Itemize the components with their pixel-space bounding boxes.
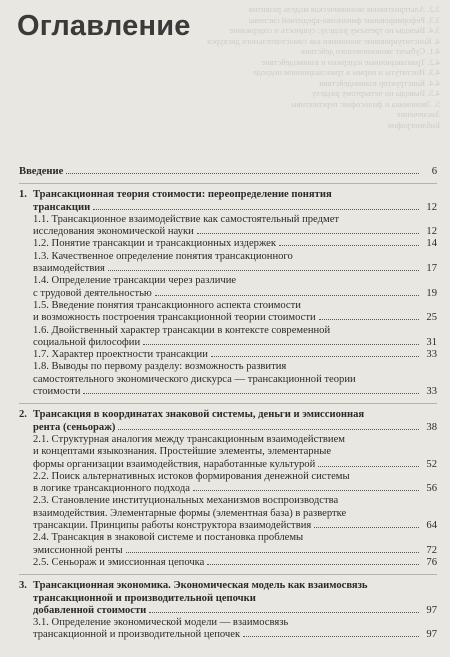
toc-subsection[interactable] bbox=[19, 361, 437, 398]
toc-subsection[interactable] bbox=[19, 300, 437, 325]
toc-line-text: эмиссионной ренты bbox=[33, 544, 123, 556]
toc-line-text: трансакции. Принципы работы конструктора взаимодействия bbox=[33, 520, 312, 532]
dot-leader bbox=[319, 319, 419, 320]
dot-leader bbox=[149, 612, 419, 613]
toc-line-text: Трансакционная экономика. Экономическая модель как взаимосвязь bbox=[33, 580, 368, 592]
dot-leader bbox=[193, 490, 419, 491]
reverse-page-line: 4.5. Выводы по четвертому разделу bbox=[311, 88, 440, 98]
toc-subsection[interactable] bbox=[19, 617, 437, 642]
toc-line-text: в логике трансакционного подхода bbox=[33, 483, 190, 495]
toc-line-text: 2.5. Сеньораж и эмиссионная цепочка bbox=[33, 556, 205, 568]
toc-line-text: рента (сеньораж) bbox=[33, 421, 116, 433]
toc-line bbox=[19, 214, 437, 226]
dot-leader bbox=[197, 233, 419, 234]
toc-line bbox=[19, 325, 437, 337]
toc-line bbox=[19, 300, 437, 312]
toc-line-text: добавленной стоимости bbox=[33, 604, 147, 616]
toc-subsection[interactable] bbox=[19, 214, 437, 239]
reverse-page-line: 5. Экономика и философия: перспективы bbox=[290, 98, 440, 109]
toc-subsection[interactable] bbox=[19, 557, 437, 569]
toc-line bbox=[19, 409, 437, 421]
toc-line-text: с трудовой деятельностью bbox=[33, 287, 152, 299]
toc-line-text: социальной философии bbox=[33, 336, 141, 348]
reverse-page-line: 3.3. Реформирование финансово-кредитной системы bbox=[248, 14, 440, 25]
toc-line-text: формы организации взаимодействия, наработанные культурой bbox=[33, 458, 316, 470]
toc-line bbox=[19, 275, 437, 287]
toc-line-text: 1.5. Введение понятия трансакционного аспекта стоимости bbox=[33, 299, 301, 311]
dot-leader bbox=[93, 209, 419, 210]
toc-line bbox=[19, 532, 437, 544]
toc-line bbox=[19, 605, 437, 617]
reverse-page-line: Библиография bbox=[387, 119, 440, 130]
toc-line bbox=[19, 629, 437, 641]
chapter-number: 1. bbox=[19, 189, 27, 201]
section-divider bbox=[19, 403, 437, 404]
toc-line bbox=[19, 226, 437, 238]
reverse-page-line: 3.2. Альтернативная экономическая модель развития bbox=[248, 4, 440, 14]
toc-line bbox=[19, 202, 437, 214]
toc-entry-page: 76 bbox=[426, 556, 437, 568]
toc-line-text: 2.2. Поиск альтернативных истоков формирования денежной системы bbox=[33, 470, 350, 482]
toc-line bbox=[19, 189, 437, 201]
dot-leader bbox=[83, 393, 419, 394]
toc-entry-page: 31 bbox=[426, 336, 437, 348]
reverse-page-line: 3.4. Выводы по третьему разделу: сущность и содержание bbox=[229, 25, 440, 35]
toc-entry-page: 12 bbox=[426, 201, 437, 213]
toc-line bbox=[19, 593, 437, 605]
toc-line bbox=[19, 483, 437, 495]
toc-subsection[interactable] bbox=[19, 349, 437, 361]
toc-line-text: 1.4. Определение трансакции через различие bbox=[33, 275, 237, 287]
toc-line-text: взаимодействия. Элементарные формы (элементная база) в развертке bbox=[33, 507, 347, 519]
toc-line-text: 2.3. Становление институциональных механизмов воспроизводства bbox=[33, 495, 339, 507]
toc-subsection[interactable] bbox=[19, 495, 437, 532]
toc-chapter[interactable] bbox=[19, 189, 437, 398]
reverse-page-line: 4.1. Субъект экономического действия bbox=[300, 46, 440, 56]
toc-entry-page: 97 bbox=[426, 629, 437, 641]
toc-line bbox=[19, 361, 437, 373]
toc-line bbox=[19, 557, 437, 569]
toc-line bbox=[19, 312, 437, 324]
dot-leader bbox=[318, 466, 419, 467]
toc-line-text: 1.1. Трансакционное взаимодействие как самостоятельный предмет bbox=[33, 213, 340, 225]
dot-leader bbox=[155, 295, 419, 296]
toc-entry-page: 38 bbox=[426, 421, 437, 433]
toc-line-text: 2.1. Структурная аналогия между трансакционным взаимодействием bbox=[33, 433, 345, 445]
toc-entry-page: 14 bbox=[426, 238, 437, 250]
toc-line bbox=[19, 434, 437, 446]
toc-subsection[interactable] bbox=[19, 434, 437, 471]
table-of-contents bbox=[19, 166, 437, 642]
dot-leader bbox=[108, 270, 419, 271]
toc-entry-page: 25 bbox=[426, 312, 437, 324]
toc-line-text: и концептами языкознания. Простейшие элементы, элементарные bbox=[33, 446, 332, 458]
dot-leader bbox=[66, 173, 419, 174]
toc-line-text: трансакции bbox=[33, 201, 91, 213]
section-divider bbox=[19, 183, 437, 184]
toc-line bbox=[19, 617, 437, 629]
toc-line bbox=[19, 374, 437, 386]
toc-entry-page: 97 bbox=[426, 604, 437, 616]
toc-subsection[interactable] bbox=[19, 532, 437, 557]
reverse-page-line: Заключение bbox=[396, 109, 440, 119]
dot-leader bbox=[207, 564, 419, 565]
toc-line-text: исследования экономической науки bbox=[33, 226, 194, 238]
dot-leader bbox=[314, 527, 419, 528]
toc-line bbox=[19, 349, 437, 361]
section-divider bbox=[19, 574, 437, 575]
dot-leader bbox=[126, 552, 419, 553]
page-title: Оглавление bbox=[17, 10, 191, 42]
reverse-page-line: 4.3. Институты и нормы в трансакционном подходе bbox=[252, 67, 440, 77]
toc-line bbox=[19, 459, 437, 471]
chapter-number: 2. bbox=[19, 409, 27, 421]
dot-leader bbox=[279, 245, 419, 246]
toc-line bbox=[19, 251, 437, 263]
reverse-page-line: 4.2. Транзакционные издержки и взаимодействие bbox=[261, 56, 440, 67]
dot-leader bbox=[118, 429, 419, 430]
toc-line bbox=[19, 263, 437, 275]
toc-line bbox=[19, 508, 437, 520]
toc-line bbox=[19, 495, 437, 507]
toc-entry-page: 12 bbox=[426, 226, 437, 238]
reverse-page-line: 4.4. Конструктор взаимодействия bbox=[319, 77, 440, 88]
toc-line-text: Трансакционная теория стоимости: переопределение понятия bbox=[33, 189, 332, 201]
toc-chapter[interactable] bbox=[19, 409, 437, 569]
toc-line-text: 1.8. Выводы по первому разделу: возможность развития bbox=[33, 361, 287, 373]
toc-entry-page: 72 bbox=[426, 544, 437, 556]
toc-entry-page: 52 bbox=[426, 458, 437, 470]
toc-line bbox=[19, 471, 437, 483]
toc-line-text: 2.4. Трансакция в знаковой системе и постановка проблемы bbox=[33, 532, 304, 544]
toc-entry-page: 56 bbox=[426, 483, 437, 495]
toc-line-text: 1.6. Двойственный характер трансакции в контексте современной bbox=[33, 324, 331, 336]
toc-line bbox=[19, 337, 437, 349]
dot-leader bbox=[211, 356, 419, 357]
toc-line-text: взаимодействия bbox=[33, 263, 105, 275]
reverse-page-line: 4. Конституирование экономики как самостоятельного дискурса bbox=[207, 35, 440, 46]
toc-line bbox=[19, 545, 437, 557]
toc-chapter[interactable] bbox=[19, 580, 437, 641]
toc-entry-page: 6 bbox=[431, 166, 437, 177]
toc-entry-intro[interactable] bbox=[19, 166, 437, 178]
toc-line-text: и возможность построения трансакционной теории стоимости bbox=[33, 312, 316, 324]
toc-line bbox=[19, 446, 437, 458]
toc-subsection[interactable] bbox=[19, 471, 437, 496]
toc-line-text: самостоятельного экономического дискурса — трансакционной теории bbox=[33, 373, 356, 385]
toc-entry-page: 64 bbox=[426, 520, 437, 532]
toc-entry-page: 19 bbox=[426, 287, 437, 299]
toc-line-text: 1.7. Характер проектности трансакции bbox=[33, 349, 208, 361]
toc-line-text: трансакционной и производительной цепочки bbox=[33, 592, 256, 604]
toc-subsection[interactable] bbox=[19, 325, 437, 350]
toc-line bbox=[19, 580, 437, 592]
toc-subsection[interactable] bbox=[19, 251, 437, 276]
toc-entry-page: 17 bbox=[426, 263, 437, 275]
toc-line bbox=[19, 520, 437, 532]
toc-line-text: 1.2. Понятие трансакции и трансакционных издержек bbox=[33, 238, 276, 250]
toc-line bbox=[19, 386, 437, 398]
toc-line bbox=[19, 422, 437, 434]
chapter-number: 3. bbox=[19, 580, 27, 592]
toc-entry-page: 33 bbox=[426, 349, 437, 361]
toc-entry-page: 33 bbox=[426, 386, 437, 398]
dot-leader bbox=[243, 636, 419, 637]
toc-line-text: 3.1. Определение экономической модели — взаимосвязь bbox=[33, 617, 289, 629]
toc-line-text: трансакционной и производительной цепочек bbox=[33, 629, 241, 641]
toc-subsection[interactable] bbox=[19, 275, 437, 300]
toc-line bbox=[19, 288, 437, 300]
toc-subsection[interactable] bbox=[19, 238, 437, 250]
toc-line bbox=[19, 238, 437, 250]
toc-line-text: Трансакция в координатах знаковой системы, деньги и эмиссионная bbox=[33, 409, 365, 421]
toc-entry-title: Введение bbox=[19, 166, 64, 177]
toc-line-text: 1.3. Качественное определение понятия трансакционного bbox=[33, 250, 293, 262]
reverse-page-show-through bbox=[150, 4, 440, 130]
dot-leader bbox=[143, 344, 419, 345]
toc-line-text: стоимости bbox=[33, 386, 81, 398]
